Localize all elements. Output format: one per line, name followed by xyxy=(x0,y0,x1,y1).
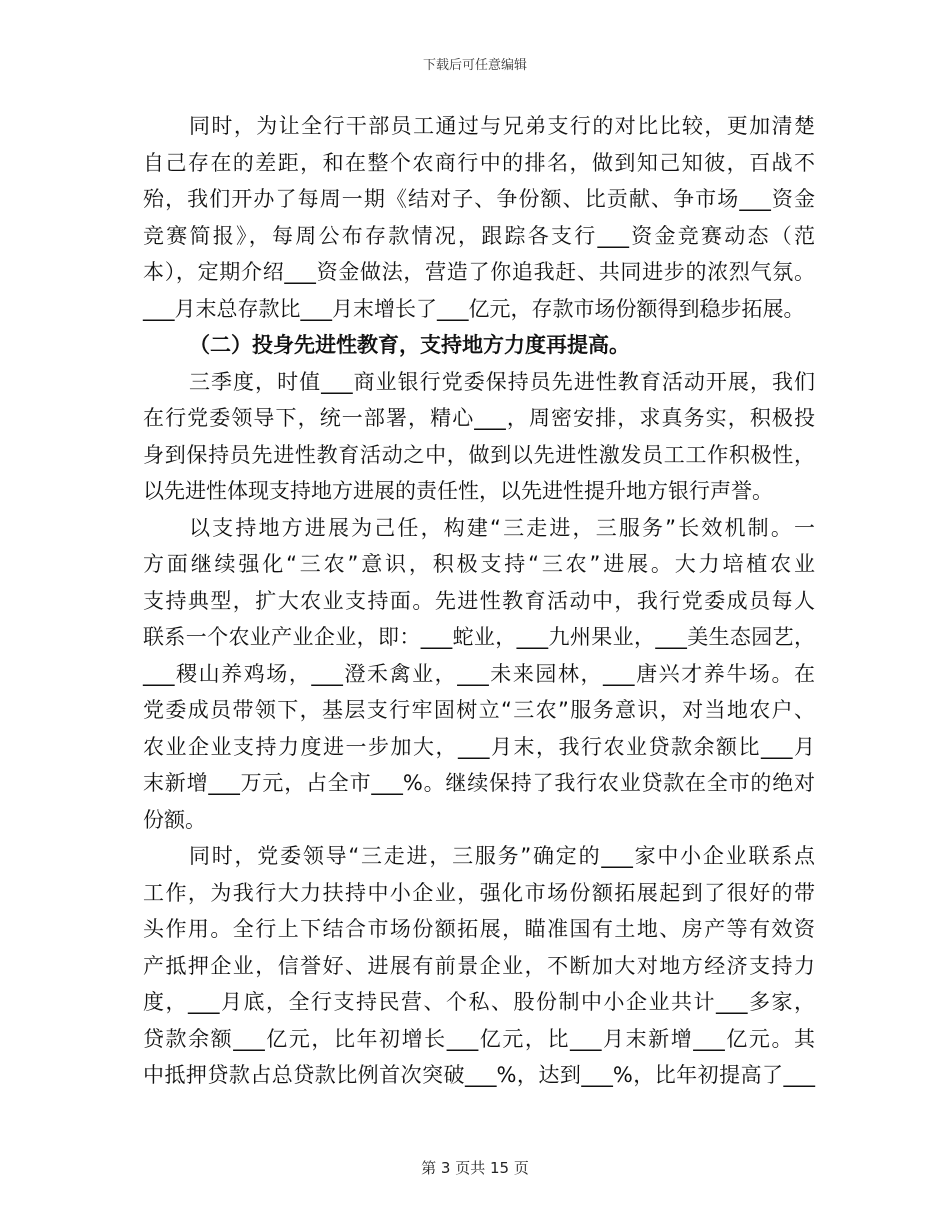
paragraph-line: 份额。 xyxy=(143,807,206,832)
paragraph-line: 以先进性体现支持地方进展的责任性，以先进性提升地方银行声誉。 xyxy=(143,479,773,503)
paragraph-line: 身到保持员先进性教育活动之中，做到以先进性激发员工工作积极性， xyxy=(143,442,815,467)
paragraph-line: 同时，党委领导“三走进，三服务”确定的___家中小企业联系点 xyxy=(189,844,815,868)
paragraph-line: 竞赛简报》，每周公布存款情况，跟踪各支行___资金竞赛动态（范 xyxy=(143,223,815,248)
paragraph-line: 方面继续强化“三农”意识，积极支持“三农”进展。大力培植农业 xyxy=(143,552,815,576)
paragraph-line: 度，___月底，全行支持民营、个私、股份制中小企业共计___多家， xyxy=(143,990,815,1014)
header-note: 下载后可任意编辑 xyxy=(422,58,527,73)
paragraph-line: 工作，为我行大力扶持中小企业，强化市场份额拓展起到了很好的带 xyxy=(143,880,815,905)
section-heading: （二）投身先进性教育，支持地方力度再提高。 xyxy=(189,333,630,357)
paragraph-line: 三季度，时值___商业银行党委保持员先进性教育活动开展，我们 xyxy=(189,369,815,394)
paragraph-line: 头作用。全行上下结合市场份额拓展，瞄准国有土地、房产等有效资 xyxy=(143,917,815,941)
paragraph-line: 在行党委领导下，统一部署，精心___，周密安排，求真务实，积极投 xyxy=(143,406,815,430)
paragraph-line: 本），定期介绍___资金做法，营造了你追我赶、共同进步的浓烈气氛。 xyxy=(143,260,815,284)
paragraph-line: 同时，为让全行干部员工通过与兄弟支行的对比比较，更加清楚 xyxy=(189,114,815,138)
paragraph-line: ___稷山养鸡场，___澄禾禽业，___未来园林，___唐兴才养牛场。在 xyxy=(143,661,815,686)
document-body xyxy=(143,108,815,1094)
paragraph-line: 中抵押贷款占总贷款比例首次突破___%，达到___%，比年初提高了___ xyxy=(143,1063,815,1087)
paragraph-line: 殆，我们开办了每周一期《结对子、争份额、比贡献、争市场___资金 xyxy=(143,187,815,211)
paragraph-line: 支持典型，扩大农业支持面。先进性教育活动中，我行党委成员每人 xyxy=(143,588,815,613)
paragraph-line: 自己存在的差距，和在整个农商行中的排名，做到知己知彼，百战不 xyxy=(143,150,815,175)
paragraph-line: 党委成员带领下，基层支行牢固树立“三农”服务意识，对当地农户、 xyxy=(143,698,815,722)
paragraph-line: 产抵押企业，信誉好、进展有前景企业，不断加大对地方经济支持力 xyxy=(143,953,815,978)
paragraph-line: 以支持地方进展为己任，构建“三走进，三服务”长效机制。一 xyxy=(189,515,815,540)
paragraph-line: ___月末总存款比___月末增长了___亿元，存款市场份额得到稳步拓展。 xyxy=(143,296,805,321)
paragraph-line: 末新增___万元，占全市___%。继续保持了我行农业贷款在全市的绝对 xyxy=(143,771,815,795)
page-number: 第 3 页共 15 页 xyxy=(421,1159,529,1177)
paragraph-line: 农业企业支持力度进一步加大，___月末，我行农业贷款余额比___月 xyxy=(143,734,815,759)
paragraph-line: 联系一个农业产业企业，即：___蛇业，___九州果业，___美生态园艺， xyxy=(143,625,815,649)
paragraph-line: 贷款余额___亿元，比年初增长___亿元，比___月末新增___亿元。其 xyxy=(143,1026,815,1051)
